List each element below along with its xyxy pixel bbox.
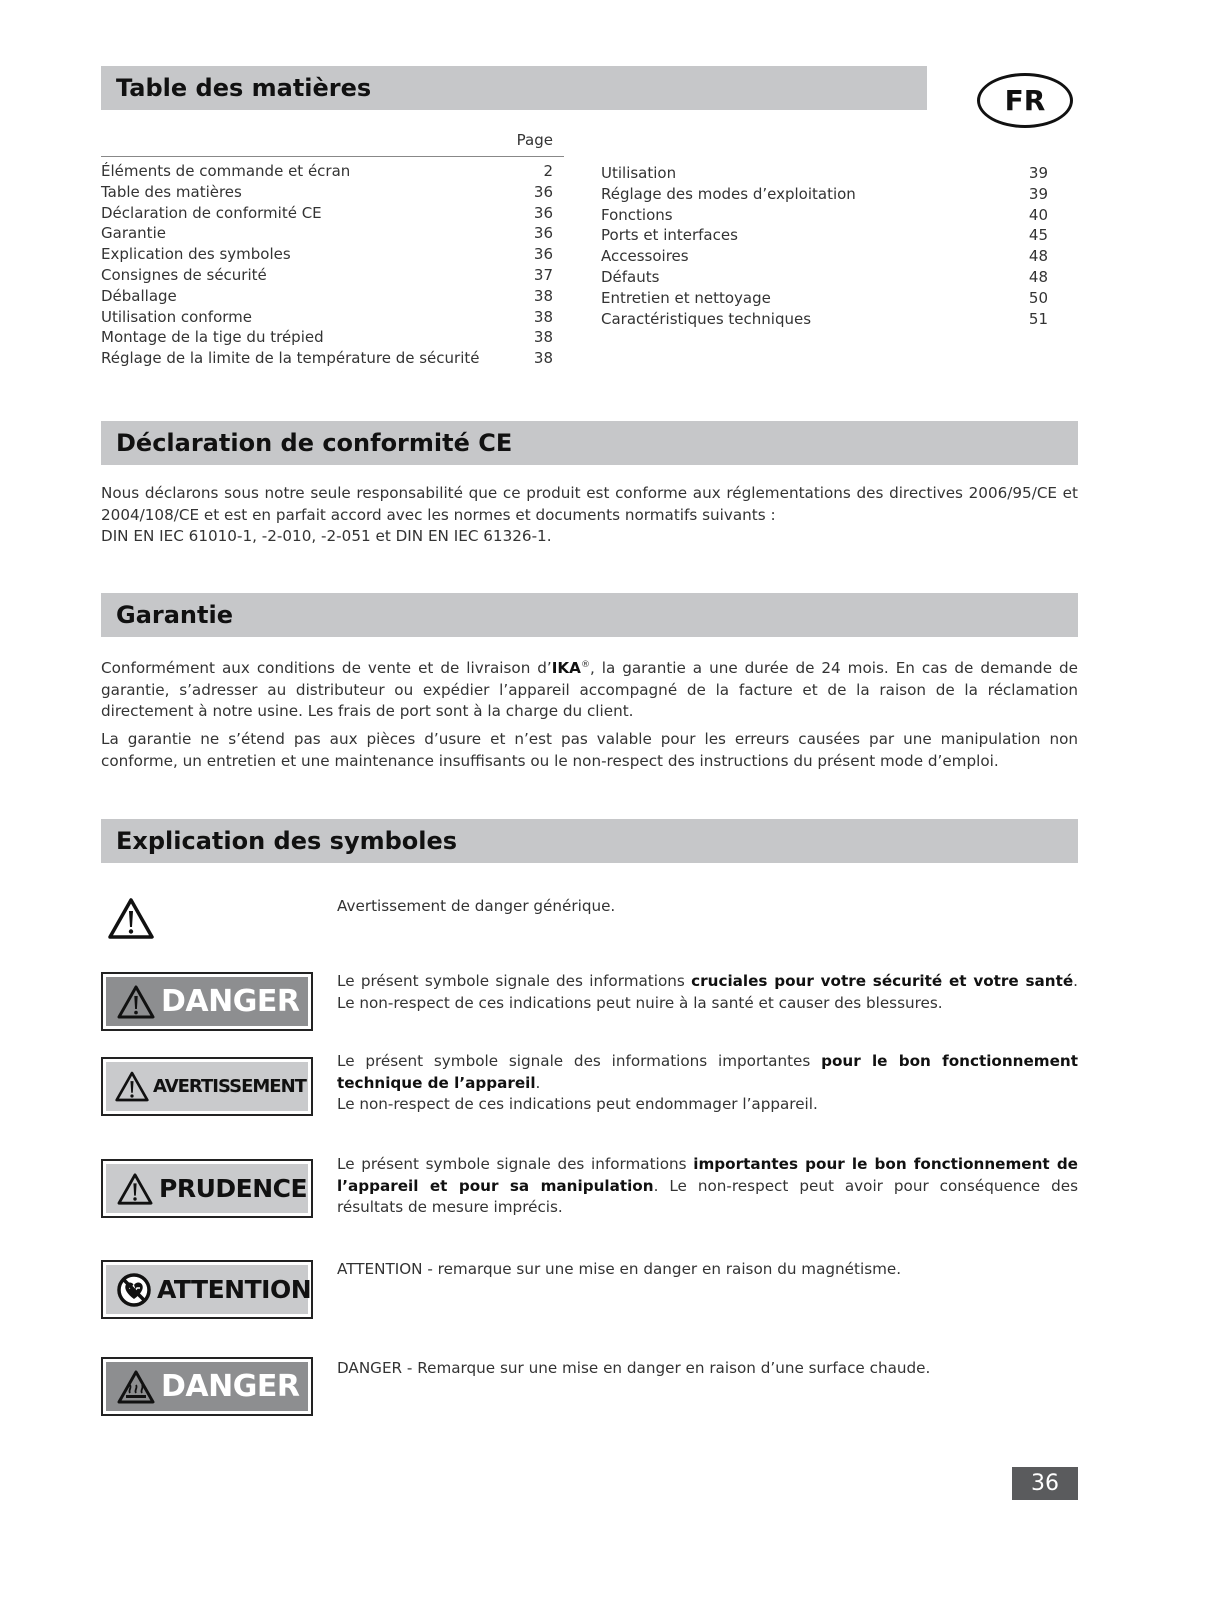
toc-entry[interactable] [601, 309, 1048, 330]
toc-entry[interactable] [601, 267, 1048, 288]
attention-description: ATTENTION - remarque sur une mise en danger en raison du magnétisme. [337, 1260, 902, 1278]
description-text: . Le non-respect peut avoir pour conséquence des résultats de mesure imprécis. [337, 1176, 1078, 1216]
description-emphasis: cruciales pour votre sécurité et votre santé [691, 972, 1074, 990]
warranty-text: , la garantie a une durée de 24 mois. En cas de demande de garantie, s’adresser au distributeur ou expédier l’appareil accompagné de la facture et de la raison de la réclamation directement à notre usine. Les frais de port sont à la charge du client. [101, 659, 1078, 721]
description-emphasis: pour le bon fonctionnement technique de l’appareil [337, 1052, 1078, 1092]
toc-entry-page: 40 [1028, 205, 1048, 224]
hot-surface-icon [116, 1369, 156, 1405]
toc-entry-label: Caractéristiques techniques [601, 309, 812, 328]
prudence-sign [101, 1159, 313, 1218]
toc-entry[interactable] [601, 288, 1048, 309]
generic-warning-description: Avertissement de danger générique. [337, 897, 616, 915]
avertissement-description [337, 1051, 1078, 1116]
toc-entry-page: 36 [533, 203, 553, 222]
toc-entry-label: Ports et interfaces [601, 226, 738, 245]
warning-triangle-icon [114, 1070, 150, 1103]
symbols-heading: Explication des symboles [101, 819, 1078, 863]
toc-entry-page: 48 [1028, 267, 1048, 286]
declaration-heading: Déclaration de conformité CE [101, 421, 1078, 465]
danger-hot-description: DANGER - Remarque sur une mise en danger en raison d’une surface chaude. [337, 1359, 931, 1377]
description-text: . Le non-respect de ces indications peut nuire à la santé et causer des blessures. [337, 972, 1078, 1012]
toc-entry-label: Accessoires [601, 247, 689, 266]
toc-entry-page: 45 [1028, 226, 1048, 245]
toc-left-column [101, 161, 553, 369]
toc-entry-page: 2 [543, 162, 553, 180]
toc-entry-page: 36 [533, 245, 553, 264]
toc-entry[interactable] [101, 265, 553, 286]
prudence-label: PRUDENCE [159, 1174, 308, 1203]
toc-entry-page: 37 [533, 265, 553, 284]
toc-entry[interactable] [101, 161, 553, 182]
warranty-paragraph-1 [101, 655, 1078, 723]
toc-entry-page: 39 [1028, 184, 1048, 203]
toc-entry-label: Défauts [601, 267, 660, 286]
description-text: Le présent symbole signale des informations [337, 972, 692, 990]
toc-entry-page: 48 [1028, 247, 1048, 266]
brand-name: IKA [551, 659, 581, 678]
toc-right-column [601, 163, 1048, 329]
toc-entry[interactable] [601, 246, 1048, 267]
toc-entry-label: Réglage des modes d’exploitation [601, 184, 856, 203]
attention-sign [101, 1260, 313, 1319]
warning-triangle-icon [107, 897, 155, 940]
toc-entry[interactable] [601, 205, 1048, 226]
toc-divider [101, 156, 564, 157]
toc-entry-page: 36 [533, 182, 553, 201]
toc-entry-label: Montage de la tige du trépied [101, 328, 324, 347]
registered-mark: ® [580, 660, 590, 670]
description-text: Le non-respect de ces indications peut endommager l’appareil. [337, 1095, 818, 1113]
warranty-text: Conformément aux conditions de vente et de livraison d’ [101, 659, 552, 678]
page-number: 36 [1012, 1467, 1078, 1500]
avertissement-sign [101, 1057, 313, 1116]
toc-entry-label: Réglage de la limite de la température de sécurité [101, 349, 480, 368]
description-text: Le présent symbole signale des informations [337, 1155, 694, 1173]
toc-entry[interactable] [101, 223, 553, 244]
attention-label: ATTENTION [157, 1275, 312, 1304]
toc-entry-label: Table des matières [101, 182, 242, 201]
description-emphasis: importantes pour le bon fonctionnement de l’appareil et pour sa manipulation [337, 1155, 1078, 1195]
toc-entry[interactable] [101, 307, 553, 328]
toc-entry-page: 39 [1028, 164, 1048, 182]
warning-triangle-icon [116, 984, 156, 1020]
toc-entry[interactable] [101, 203, 553, 224]
toc-page-column-header: Page [516, 131, 553, 149]
prudence-description [337, 1154, 1078, 1219]
toc-entry[interactable] [101, 286, 553, 307]
toc-entry-label: Déclaration de conformité CE [101, 203, 322, 222]
toc-entry[interactable] [101, 244, 553, 265]
description-text: . [535, 1073, 541, 1092]
toc-entry-page: 38 [533, 328, 553, 347]
toc-entry-label: Fonctions [601, 205, 673, 224]
toc-entry-label: Entretien et nettoyage [601, 288, 771, 307]
toc-entry-label: Utilisation [601, 164, 677, 182]
warning-triangle-icon [116, 1172, 154, 1206]
toc-entry-label: Déballage [101, 286, 177, 305]
toc-entry-page: 38 [533, 307, 553, 326]
toc-entry-label: Consignes de sécurité [101, 265, 267, 284]
avertissement-label: AVERTISSEMENT [153, 1076, 306, 1097]
danger-sign [101, 972, 313, 1031]
toc-entry-page: 36 [533, 224, 553, 243]
toc-entry-label: Garantie [101, 224, 166, 243]
warranty-heading: Garantie [101, 593, 1078, 637]
danger-hot-surface-sign [101, 1357, 313, 1416]
declaration-text: Nous déclarons sous notre seule responsabilité que ce produit est conforme aux réglementations des directives 2006/95/CE et 2004/108/CE et est en parfait accord avec les normes et documents normatifs suivants : [101, 484, 1078, 524]
toc-entry-page: 38 [533, 349, 553, 368]
toc-entry-label: Éléments de commande et écran [101, 162, 351, 180]
warranty-paragraph-2: La garantie ne s’étend pas aux pièces d’usure et n’est pas valable pour les erreurs causées par une manipulation non conforme, un entretien et une maintenance insuffisants ou le non-respect des instructions du présent mode d’emploi. [101, 730, 1078, 770]
toc-entry[interactable] [101, 327, 553, 348]
toc-heading: Table des matières [101, 66, 927, 110]
declaration-standards: DIN EN IEC 61010-1, -2-010, -2-051 et DIN EN IEC 61326-1. [101, 527, 552, 545]
danger-hot-label: DANGER [161, 1369, 300, 1404]
toc-entry-page: 51 [1028, 309, 1048, 328]
danger-label: DANGER [161, 984, 300, 1019]
toc-entry[interactable] [101, 182, 553, 203]
danger-description [337, 971, 1078, 1014]
toc-entry[interactable] [601, 225, 1048, 246]
language-badge: FR [977, 73, 1073, 128]
toc-entry[interactable] [101, 348, 553, 369]
toc-entry-label: Utilisation conforme [101, 307, 253, 326]
description-text: Le présent symbole signale des informations importantes [337, 1052, 822, 1070]
toc-entry[interactable] [601, 163, 1048, 184]
toc-entry-page: 50 [1028, 288, 1048, 307]
toc-entry-page: 38 [533, 286, 553, 305]
toc-entry[interactable] [601, 184, 1048, 205]
no-pacemaker-icon [116, 1272, 152, 1308]
toc-entry-label: Explication des symboles [101, 245, 291, 264]
declaration-paragraph [101, 483, 1078, 548]
